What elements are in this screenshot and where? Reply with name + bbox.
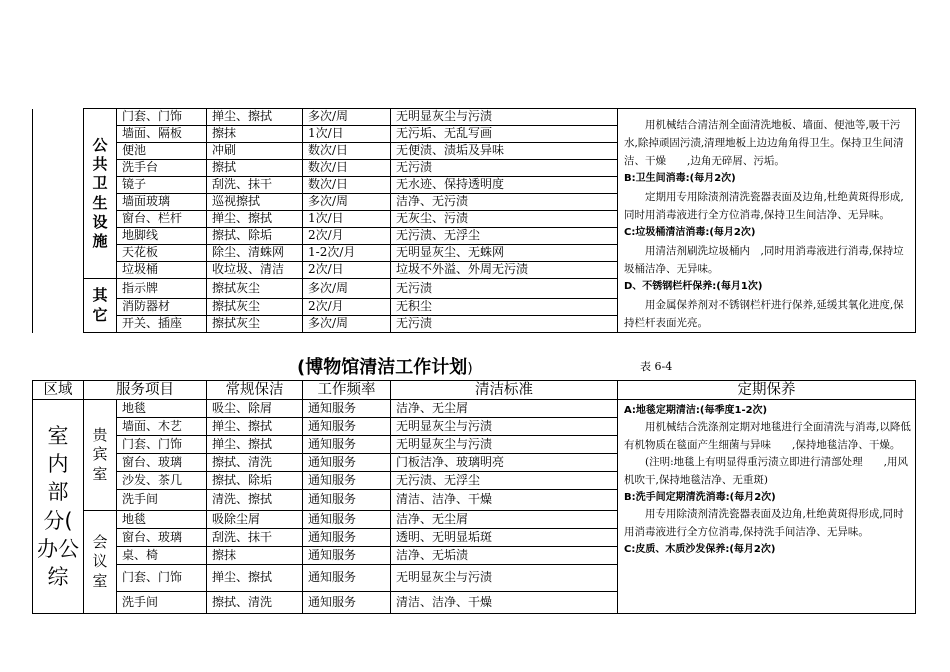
table-cell-item: 天花板 xyxy=(117,245,207,262)
table-cell-standard: 无污渍 xyxy=(391,316,618,333)
table-cell-item: 地毯 xyxy=(117,400,207,418)
table-cell-standard: 无积尘 xyxy=(391,299,618,316)
maintenance-note-a: (注明:地毯上有明显得重污渍立即进行清部处理 ,用风机吹干,保持地毯洁净、无重斑) xyxy=(624,456,908,486)
table-cell-standard: 无明显灰尘与污渍 xyxy=(391,109,618,126)
table-cell-standard: 无明显灰尘与污渍 xyxy=(391,436,618,454)
table-cell-routine: 擦拭、除垢 xyxy=(207,228,303,245)
table-cell-standard: 无污垢、无乱写画 xyxy=(391,126,618,143)
header-area: 区域 xyxy=(33,381,84,400)
table-cell-standard: 无污渍 xyxy=(391,279,618,299)
table-cell-routine: 掸尘、擦拭 xyxy=(207,436,303,454)
table-cell-frequency: 通知服务 xyxy=(303,454,391,472)
table-cell-routine: 擦拭灰尘 xyxy=(207,279,303,299)
group-label-vip-room: 贵 宾 室 xyxy=(84,400,117,511)
table-cell-item: 指示牌 xyxy=(117,279,207,299)
top-blank-area-cell xyxy=(33,109,84,333)
table-cell-routine: 刮洗、抹干 xyxy=(207,529,303,547)
table-cell-standard: 清洁、洁净、干燥 xyxy=(391,490,618,511)
maintenance-heading-a: A:地毯定期清洁:(每季度1-2次) xyxy=(624,405,768,416)
table-cell-routine: 擦拭灰尘 xyxy=(207,299,303,316)
table-cell-standard: 洁净、无尘屑 xyxy=(391,400,618,418)
title-closing-paren: ) xyxy=(467,361,473,377)
table-cell-frequency: 1次/日 xyxy=(303,211,391,228)
table-cell-routine: 清洗、擦拭 xyxy=(207,490,303,511)
table-cell-frequency: 通知服务 xyxy=(303,529,391,547)
maintenance-body-d: 用金属保养剂对不锈钢栏杆进行保养,延缓其氧化进度,保持栏杆表面光亮。 xyxy=(624,299,904,329)
table-cell-item: 便池 xyxy=(117,143,207,160)
table-cell-routine: 擦抹 xyxy=(207,126,303,143)
top-cleaning-table xyxy=(32,108,916,333)
table-cell-item: 门套、门饰 xyxy=(117,565,207,592)
table-cell-frequency: 多次/周 xyxy=(303,316,391,333)
header-standard: 清洁标准 xyxy=(391,381,618,400)
maintenance-body-b: 用专用除渍剂清洗瓷器表面及边角,杜绝黄斑得形成,同时用消毒液进行全方位消毒,保持洗手间洁净、无异味。 xyxy=(624,508,904,538)
table-cell-routine: 擦拭、除垢 xyxy=(207,472,303,490)
table-cell-routine: 擦拭 xyxy=(207,160,303,177)
table-cell-standard: 无便渍、渍垢及异味 xyxy=(391,143,618,160)
table-cell-frequency: 通知服务 xyxy=(303,418,391,436)
table-cell-item: 洗手间 xyxy=(117,592,207,614)
table-cell-routine: 刮洗、抹干 xyxy=(207,177,303,194)
group-label-meeting-room: 会 议 室 xyxy=(84,511,117,614)
table-cell-routine: 掸尘、擦拭 xyxy=(207,211,303,228)
maintenance-heading-b: B:卫生间消毒:(每月2次) xyxy=(624,173,736,184)
table-cell-frequency: 多次/周 xyxy=(303,109,391,126)
group-label-other: 其 它 xyxy=(84,279,117,333)
table-cell-routine: 掸尘、擦拭 xyxy=(207,418,303,436)
top-maintenance-cell xyxy=(618,109,916,333)
table-cell-routine: 擦拭灰尘 xyxy=(207,316,303,333)
bottom-cleaning-table xyxy=(32,380,916,614)
table-cell-routine: 吸除尘屑 xyxy=(207,511,303,529)
header-frequency: 工作频率 xyxy=(303,381,391,400)
maintenance-intro: 用机械结合清洁剂全面清洗地板、墙面、便池等,吸干污水,除掉顽固污渍,清理地板上边边角角得卫生。保持卫生间清洁、干燥 ,边角无碎屑、污垢。 xyxy=(624,119,904,167)
header-maintenance: 定期保养 xyxy=(618,381,916,400)
table-cell-routine: 巡视擦拭 xyxy=(207,194,303,211)
table-cell-standard: 门板洁净、玻璃明亮 xyxy=(391,454,618,472)
table-cell-item: 门套、门饰 xyxy=(117,109,207,126)
table-cell-item: 消防器材 xyxy=(117,299,207,316)
table-cell-item: 墙面玻璃 xyxy=(117,194,207,211)
table-cell-frequency: 通知服务 xyxy=(303,400,391,418)
table-cell-standard: 无污渍、无浮尘 xyxy=(391,472,618,490)
maintenance-body-b: 定期用专用除渍剂清洗瓷器表面及边角,杜绝黄斑得形成,同时用消毒液进行全方位消毒,保持卫生间洁净、无异味。 xyxy=(624,191,904,221)
maintenance-heading-c: C:垃圾桶清洁消毒:(每月2次) xyxy=(624,227,756,238)
table-cell-routine: 掸尘、擦拭 xyxy=(207,109,303,126)
table-cell-frequency: 通知服务 xyxy=(303,436,391,454)
table-cell-item: 洗手台 xyxy=(117,160,207,177)
table-cell-item: 地毯 xyxy=(117,511,207,529)
table-cell-frequency: 通知服务 xyxy=(303,565,391,592)
table-cell-routine: 吸尘、除屑 xyxy=(207,400,303,418)
area-label-indoor: 室 内 部 分( 办公 综 xyxy=(33,400,84,614)
table-cell-frequency: 通知服务 xyxy=(303,592,391,614)
table-cell-standard: 无污渍、无浮尘 xyxy=(391,228,618,245)
table-header-row xyxy=(33,381,916,400)
table-cell-standard: 无水迹、保持透明度 xyxy=(391,177,618,194)
table-cell-frequency: 2次/月 xyxy=(303,228,391,245)
header-service-item: 服务项目 xyxy=(84,381,207,400)
table-cell-item: 沙发、茶几 xyxy=(117,472,207,490)
table-cell-frequency: 1-2次/月 xyxy=(303,245,391,262)
table-cell-standard: 无明显灰尘与污渍 xyxy=(391,418,618,436)
bottom-maintenance-cell xyxy=(618,400,916,614)
table-cell-frequency: 通知服务 xyxy=(303,511,391,529)
table-cell-standard: 洁净、无尘屑 xyxy=(391,511,618,529)
table-cell-frequency: 多次/周 xyxy=(303,194,391,211)
table-cell-frequency: 2次/月 xyxy=(303,299,391,316)
table-cell-routine: 掸尘、擦拭 xyxy=(207,565,303,592)
table-cell-routine: 擦拭、清洗 xyxy=(207,592,303,614)
table-cell-item: 洗手间 xyxy=(117,490,207,511)
table-cell-standard: 垃圾不外溢、外周无污渍 xyxy=(391,262,618,279)
table-cell-item: 窗台、栏杆 xyxy=(117,211,207,228)
table-cell-standard: 透明、无明显垢斑 xyxy=(391,529,618,547)
table-cell-standard: 无灰尘、污渍 xyxy=(391,211,618,228)
table-cell-item: 墙面、隔板 xyxy=(117,126,207,143)
table-cell-frequency: 数次/日 xyxy=(303,143,391,160)
table-cell-standard: 无污渍 xyxy=(391,160,618,177)
maintenance-heading-d: D、不锈钢栏杆保养:(每月1次) xyxy=(624,281,763,292)
table-cell-routine: 擦拭、清洗 xyxy=(207,454,303,472)
table-cell-frequency: 数次/日 xyxy=(303,177,391,194)
table-cell-item: 地脚线 xyxy=(117,228,207,245)
maintenance-heading-c: C:皮质、木质沙发保养:(每月2次) xyxy=(624,544,776,556)
table-cell-item: 桌、椅 xyxy=(117,547,207,565)
maintenance-body-a: 用机械结合洗涤剂定期对地毯进行全面清洗与消毒,以降低有机物质在毯面产生细菌与异味 ,保持地毯洁净、干燥。 xyxy=(624,421,911,451)
table-cell-frequency: 多次/周 xyxy=(303,279,391,299)
page-title: (博物馆清洁工作计划) xyxy=(297,357,473,378)
maintenance-heading-b: B:洗手间定期清洗消毒:(每月2次) xyxy=(624,492,776,504)
table-cell-routine: 收垃圾、清洁 xyxy=(207,262,303,279)
table-cell-frequency: 通知服务 xyxy=(303,547,391,565)
table-cell-standard: 洁净、无污渍 xyxy=(391,194,618,211)
table-cell-item: 开关、插座 xyxy=(117,316,207,333)
table-cell-routine: 冲刷 xyxy=(207,143,303,160)
table-cell-standard: 无明显灰尘与污渍 xyxy=(391,565,618,592)
header-routine: 常规保洁 xyxy=(207,381,303,400)
table-cell-item: 镜子 xyxy=(117,177,207,194)
table-cell-frequency: 数次/日 xyxy=(303,160,391,177)
table-cell-routine: 除尘、清蛛网 xyxy=(207,245,303,262)
table-cell-frequency: 通知服务 xyxy=(303,472,391,490)
table-cell-item: 门套、门饰 xyxy=(117,436,207,454)
maintenance-body-c: 用清洁剂刷洗垃圾桶内 ,同时用消毒液进行消毒,保持垃圾桶洁净、无异味。 xyxy=(624,245,904,275)
table-cell-frequency: 通知服务 xyxy=(303,490,391,511)
table-cell-standard: 清洁、洁净、干燥 xyxy=(391,592,618,614)
table-cell-item: 窗台、玻璃 xyxy=(117,454,207,472)
table-cell-item: 垃圾桶 xyxy=(117,262,207,279)
table-cell-frequency: 2次/日 xyxy=(303,262,391,279)
table-cell-standard: 洁净、无垢渍 xyxy=(391,547,618,565)
table-cell-standard: 无明显灰尘、无蛛网 xyxy=(391,245,618,262)
table-number: 表 6-4 xyxy=(640,360,673,373)
group-label-public-restroom: 公 共 卫 生 设 施 xyxy=(84,109,117,279)
table-cell-routine: 擦抹 xyxy=(207,547,303,565)
table-cell-item: 墙面、木艺 xyxy=(117,418,207,436)
table-cell-frequency: 1次/日 xyxy=(303,126,391,143)
table-cell-item: 窗台、玻璃 xyxy=(117,529,207,547)
